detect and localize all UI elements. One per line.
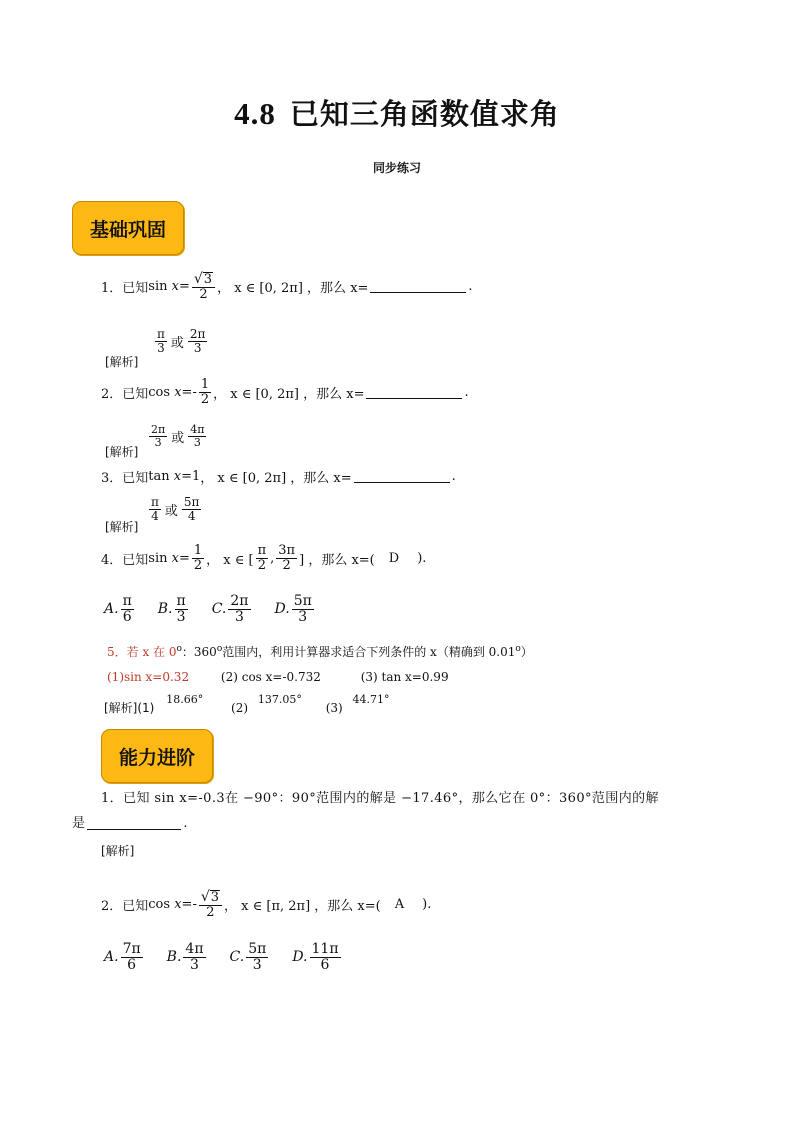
page-title — [0, 92, 794, 133]
answer-choice: A — [394, 897, 405, 913]
option-d: D. $\frac{5\pi}{3}$ — [274, 593, 312, 625]
section-advanced-label: 能力进阶 — [118, 746, 195, 769]
answer-blank — [87, 817, 181, 830]
solution-label: [解析] — [105, 445, 139, 459]
solution-label: [解析] — [105, 355, 139, 369]
option-b: B. $\frac{\pi}{3}$ — [157, 593, 186, 625]
chapter-number: 4.8 — [234, 96, 276, 131]
basic-question-4: 4．已知 sin x = $\frac{1}{2}$ ， x ∈ [ $\frac{\pi}{2}$ , $\frac{3\pi}{2}$ ] ，那么 x=( D ). — [101, 543, 427, 573]
fraction: √ 3 2 — [192, 272, 215, 301]
answer-blank — [354, 470, 450, 483]
section-advanced-badge — [101, 729, 213, 783]
chapter-title: 已知三角函数值求角 — [289, 97, 560, 131]
answer-blank — [370, 280, 466, 293]
basic-q5-parts: (1)sin x=0.32 (2) cos x=-0.732 (3) tan x=0.99 — [107, 670, 449, 684]
option-c: C. $\frac{5\pi}{3}$ — [229, 941, 267, 973]
advanced-q2-options — [104, 942, 365, 972]
advanced-question-1-line1: 1．已知 sin x=-0.3在 −90°：90°范围内的解是 −17.46°，那么它在 0°：360°范围内的解 — [101, 791, 659, 806]
basic-answer-3: $\frac{\pi}{4}$ 或 $\frac{5\pi}{4}$ — [151, 495, 200, 523]
option-b: B. $\frac{4\pi}{3}$ — [166, 941, 204, 973]
solution-label: [解析] — [105, 520, 139, 534]
basic-question-1: 1．已知 sin x = √ 3 2 ， x ∈ [0, 2π] ，那么 x= . — [101, 271, 473, 302]
option-d: D. $\frac{11\pi}{6}$ — [292, 941, 339, 973]
option-c: C. $\frac{2\pi}{3}$ — [211, 593, 249, 625]
advanced-question-1-line2: 是 . — [72, 816, 188, 831]
basic-question-5: 5．若 x 在 0$^o$：360$^o$范围内，利用计算器求适合下列条件的 x（精确到 0.01$^o$） — [107, 644, 533, 659]
basic-answer-2: $\frac{2\pi}{3}$ 或 $\frac{4\pi}{3}$ — [151, 423, 205, 449]
advanced-question-2: 2．已知 cos x =- √ 3 2 ， x ∈ [π, 2π] ，那么 x=( A ). — [101, 889, 432, 920]
basic-question-3: 3．已知 tan x =1 ， x ∈ [0, 2π] ，那么 x= . — [101, 469, 456, 486]
basic-q4-options — [104, 594, 338, 624]
answer-choice: D — [388, 550, 400, 566]
solution-label: [解析] — [101, 844, 135, 858]
option-a: A. $\frac{7\pi}{6}$ — [104, 941, 141, 973]
section-basic-badge — [72, 201, 184, 255]
basic-answer-1: $\frac{\pi}{3}$ 或 $\frac{2\pi}{3}$ — [157, 327, 206, 355]
basic-answer-5: [解析](1) 18.66° (2) 137.05° (3) 44.71° — [104, 693, 390, 715]
page-subtitle: 同步练习 — [372, 161, 421, 175]
answer-blank — [366, 386, 462, 399]
option-a: A. $\frac{\pi}{6}$ — [104, 593, 132, 625]
section-basic-label: 基础巩固 — [89, 218, 166, 241]
basic-question-2: 2．已知 cos x =- $\frac{1}{2}$ ， x ∈ [0, 2π] ，那么 x= . — [101, 377, 469, 407]
